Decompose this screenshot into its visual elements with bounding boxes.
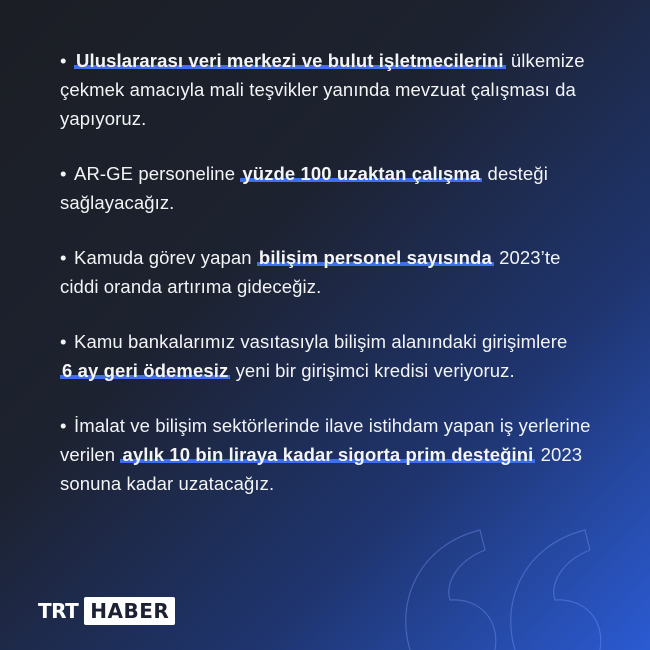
logo-part-trt: TRT	[38, 599, 79, 623]
highlight-text: bilişim personel sayısında	[258, 247, 492, 268]
bullet-text: İmalat ve bilişim sektörlerinde ilave istihdam yapan iş yerlerine verilen	[60, 415, 591, 465]
bullet-list	[60, 46, 600, 524]
bullet-text: Kamuda görev yapan	[74, 247, 257, 268]
trt-haber-logo	[38, 597, 175, 625]
bullet-item-2: • AR-GE personeline yüzde 100 uzaktan çalışma desteği sağlayacağız.	[60, 163, 548, 213]
bullet-text: desteği sağlayacağız.	[60, 163, 548, 213]
bullet-text: 2023’te ciddi oranda artırıma gideceğiz.	[60, 247, 561, 297]
bullet-item-4: • Kamu bankalarımız vasıtasıyla bilişim alanındaki girişimlere 6 ay geri ödemesiz yeni bir girişimci kredisi veriyoruz.	[60, 331, 568, 381]
bullet-text: AR-GE personeline	[74, 163, 241, 184]
bullet-text: ülkemize çekmek amacıyla mali teşvikler yanında mevzuat çalışması da yapıyoruz.	[60, 50, 585, 129]
highlight-text: yüzde 100 uzaktan çalışma	[242, 163, 481, 184]
bullet-item-1: • Uluslararası veri merkezi ve bulut işletmecilerini ülkemize çekmek amacıyla mali teşvikler yanında mevzuat çalışması da yapıyoruz.	[60, 50, 585, 129]
bullet-item-5: • İmalat ve bilişim sektörlerinde ilave istihdam yapan iş yerlerine verilen aylık 10 bin liraya kadar sigorta prim desteğini 2023 sonuna kadar uzatacağız.	[60, 415, 591, 494]
logo-part-haber: HABER	[84, 597, 175, 625]
bullet-text: yeni bir girişimci kredisi veriyoruz.	[230, 360, 515, 381]
highlight-text: 6 ay geri ödemesiz	[62, 360, 229, 381]
highlight-text: Uluslararası veri merkezi ve bulut işletmecilerini	[76, 50, 504, 71]
bullet-text: 2023 sonuna kadar uzatacağız.	[60, 444, 583, 494]
highlight-text: aylık 10 bin liraya kadar sigorta prim desteğini	[122, 444, 534, 465]
bullet-item-3: • Kamuda görev yapan bilişim personel sayısında 2023’te ciddi oranda artırıma gideceğiz.	[60, 247, 561, 297]
bullet-text: Kamu bankalarımız vasıtasıyla bilişim alanındaki girişimlere	[74, 331, 568, 352]
